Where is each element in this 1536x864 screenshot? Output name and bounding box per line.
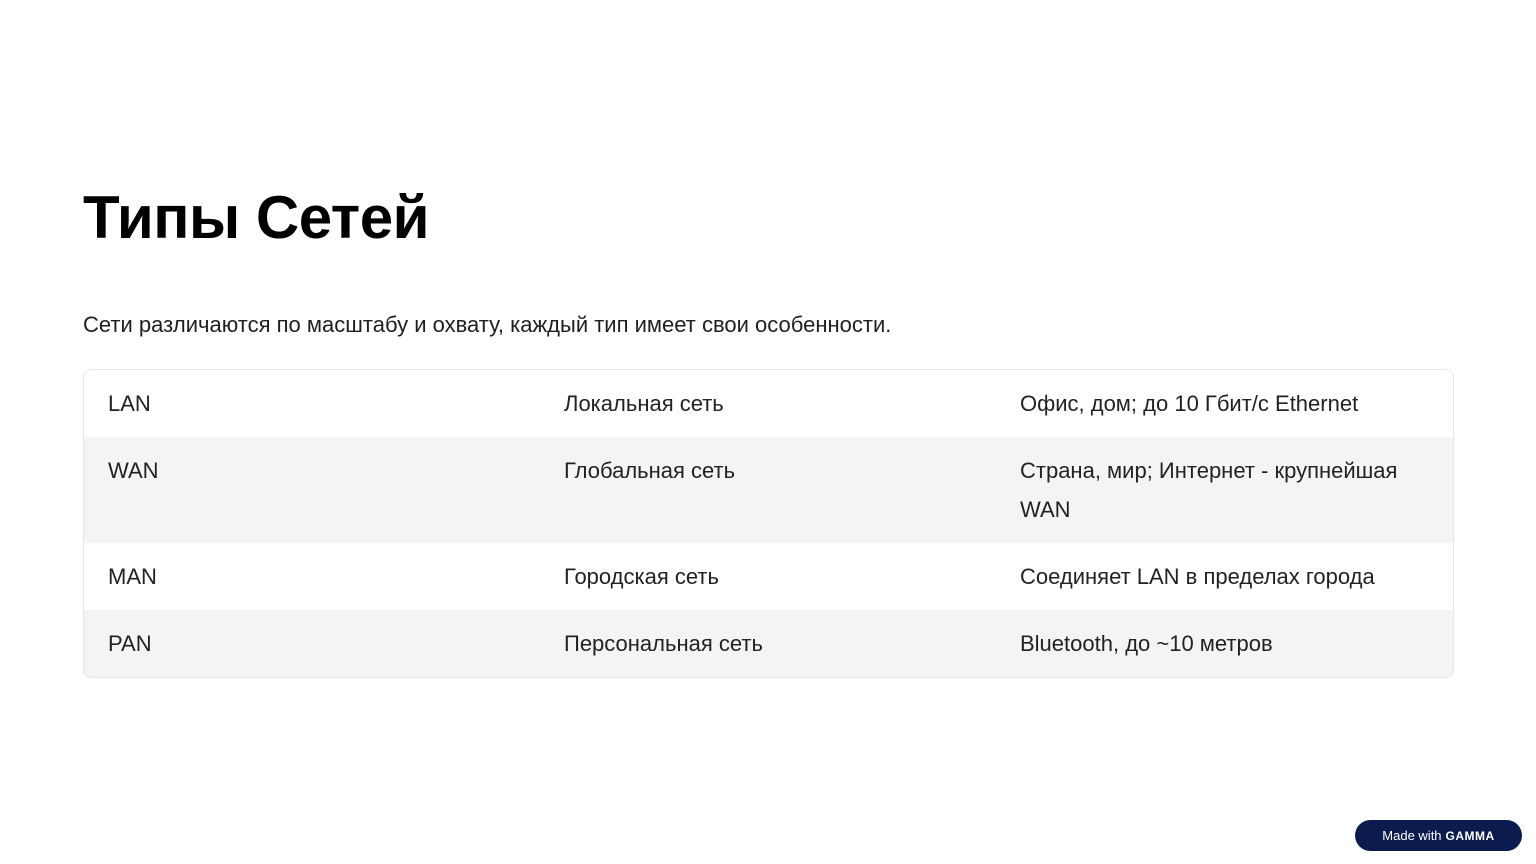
network-type-cell: WAN: [108, 458, 159, 483]
table-row: [84, 543, 1453, 610]
table-row: [84, 370, 1453, 437]
network-description-cell: Bluetooth, до ~10 метров: [1020, 631, 1273, 656]
network-name-cell: Глобальная сеть: [564, 458, 736, 483]
table-row: [84, 437, 1453, 543]
network-description-cell: Соединяет LAN в пределах города: [1020, 564, 1375, 589]
badge-made-with-label: Made with: [1382, 828, 1442, 843]
network-type-cell: MAN: [108, 564, 157, 589]
network-name-cell: Персональная сеть: [564, 631, 763, 656]
network-description-cell: Страна, мир; Интернет - крупнейшая WAN: [1020, 458, 1398, 522]
network-description-cell: Офис, дом; до 10 Гбит/с Ethernet: [1020, 391, 1359, 416]
network-type-cell: LAN: [108, 391, 151, 416]
network-name-cell: Локальная сеть: [564, 391, 724, 416]
network-types-table: [83, 369, 1454, 678]
network-name-cell: Городская сеть: [564, 564, 719, 589]
page-subtitle: Сети различаются по масштабу и охвату, каждый тип имеет свои особенности.: [83, 312, 892, 337]
table-row: [84, 610, 1453, 677]
made-with-gamma-badge[interactable]: [1355, 820, 1522, 851]
network-type-cell: PAN: [108, 631, 152, 656]
gamma-logo: GAMMA: [1445, 828, 1495, 843]
page-title: Типы Сетей: [83, 184, 429, 251]
